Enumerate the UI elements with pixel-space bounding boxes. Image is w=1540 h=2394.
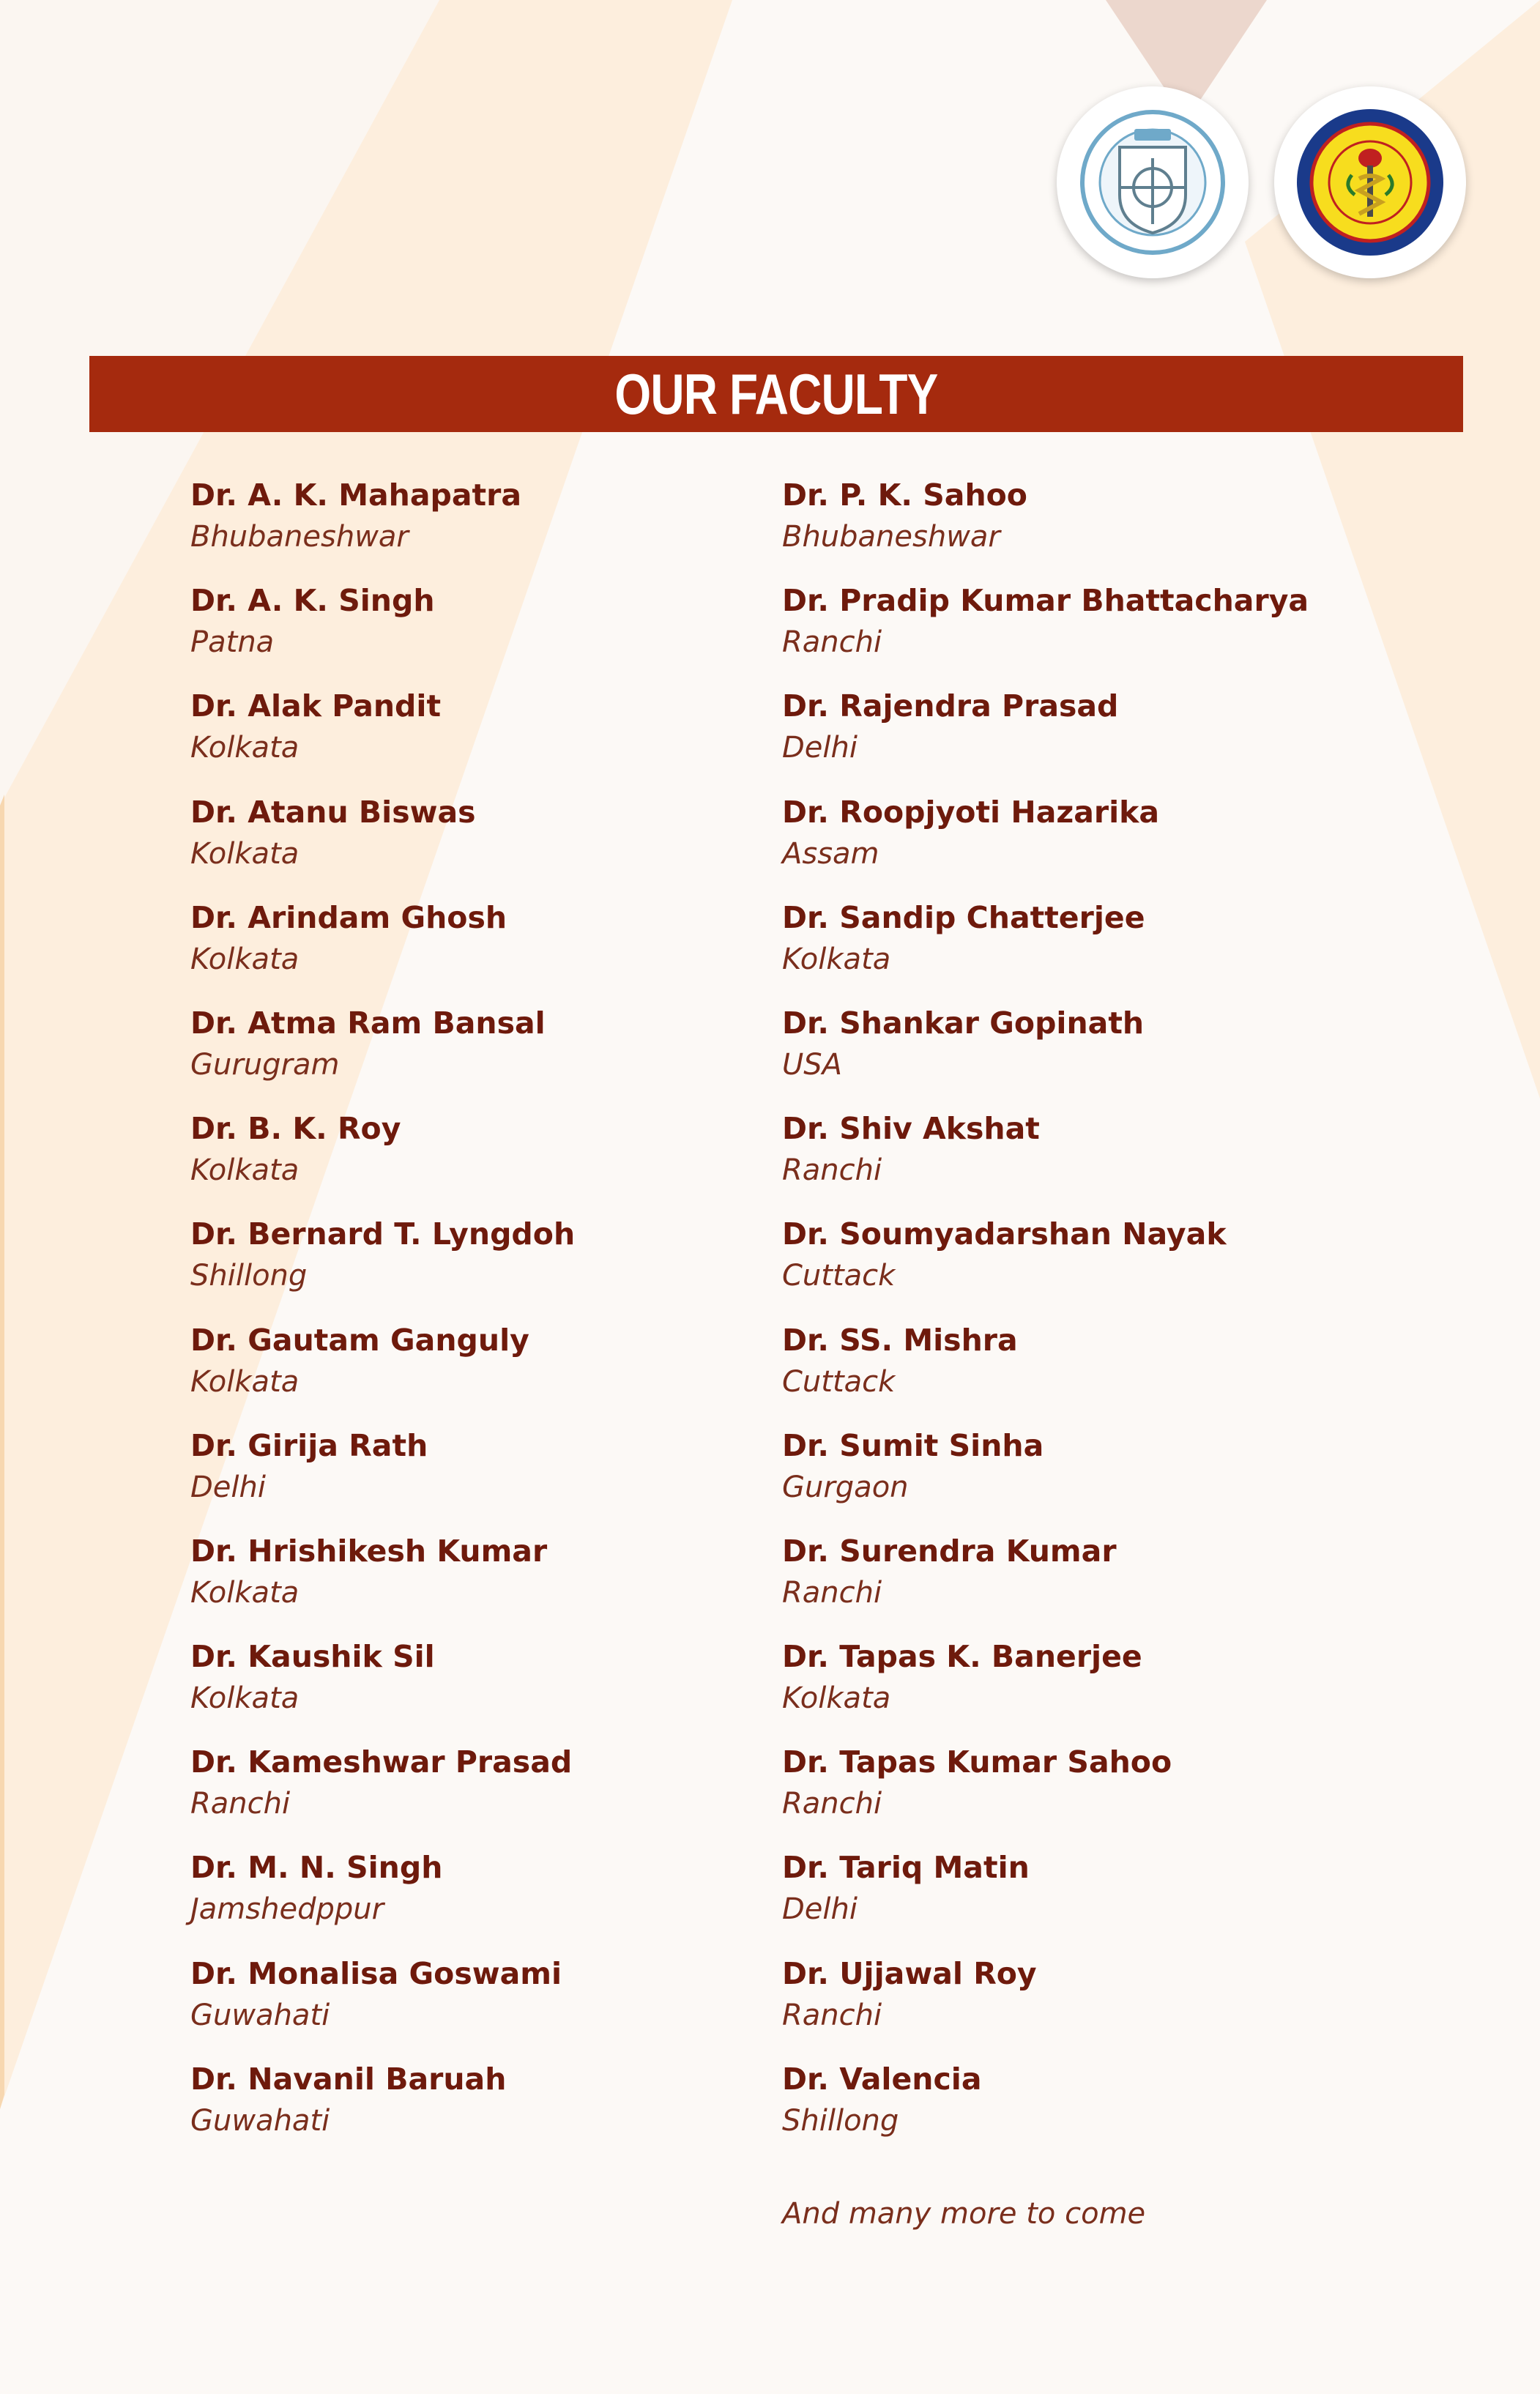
faculty-entry [190,1213,575,1319]
faculty-city: Gurgaon [782,1470,909,1504]
faculty-city: Bhubaneshwar [782,520,1000,554]
faculty-city: Bhubaneshwar [190,520,409,554]
faculty-name: Dr. Girija Rath [190,1427,428,1463]
faculty-city: Cuttack [782,1364,896,1399]
jharkhand-neuro-sciences-society-logo [1274,86,1466,278]
faculty-entry [782,1425,1309,1531]
faculty-name: Dr. Sumit Sinha [782,1427,1044,1463]
faculty-name: Dr. Valencia [782,2061,982,2097]
faculty-name: Dr. Rajendra Prasad [782,688,1119,724]
faculty-city: Delhi [190,1470,266,1504]
faculty-entry [782,792,1309,897]
faculty-name: Dr. Surendra Kumar [782,1533,1117,1569]
faculty-city: Gurugram [190,1047,340,1082]
faculty-entry [190,1636,575,1741]
faculty-name: Dr. Soumyadarshan Nayak [782,1216,1227,1252]
faculty-name: Dr. B. K. Roy [190,1111,401,1147]
faculty-city: Shillong [782,2103,899,2138]
faculty-entry [782,1320,1309,1425]
faculty-city: Delhi [782,1892,858,1927]
faculty-entry [190,897,575,1003]
faculty-city: Kolkata [190,942,300,976]
faculty-name: Dr. Tapas K. Banerjee [782,1639,1142,1675]
faculty-entry [782,2059,1309,2164]
faculty-name: Dr. Sandip Chatterjee [782,899,1145,935]
faculty-name: Dr. A. K. Mahapatra [190,477,522,513]
faculty-entry [190,1847,575,1952]
faculty-entry [782,1847,1309,1952]
faculty-city: Jamshedppur [190,1892,384,1927]
faculty-city: Kolkata [190,1364,300,1399]
faculty-city: Kolkata [782,1681,891,1716]
faculty-city: Guwahati [190,1998,330,2032]
faculty-list-left [190,475,575,2164]
faculty-entry [782,1213,1309,1319]
faculty-entry [190,1108,575,1213]
faculty-city: Cuttack [782,1259,896,1293]
faculty-city: Guwahati [190,2103,330,2138]
faculty-city: Ranchi [782,1153,882,1188]
faculty-entry [782,1636,1309,1741]
faculty-entry [190,580,575,685]
faculty-name: Dr. Atanu Biswas [190,794,476,830]
faculty-name: Dr. Atma Ram Bansal [190,1005,546,1041]
faculty-entry [782,685,1309,791]
faculty-name: Dr. Bernard T. Lyngdoh [190,1216,576,1252]
faculty-entry [190,1003,575,1108]
faculty-name: Dr. M. N. Singh [190,1850,443,1886]
faculty-entry [782,1741,1309,1847]
faculty-entry [190,475,575,580]
faculty-city: Ranchi [190,1787,291,1821]
neuro-society-emblem-icon [1293,105,1447,259]
faculty-city: Kolkata [190,1575,300,1610]
anei-logo [1057,86,1249,278]
faculty-list-right [782,475,1309,2164]
faculty-name: Dr. Tapas Kumar Sahoo [782,1744,1172,1780]
faculty-name: Dr. Gautam Ganguly [190,1322,529,1358]
faculty-name: Dr. Kaushik Sil [190,1639,435,1675]
faculty-entry [782,1108,1309,1213]
faculty-entry [190,2059,575,2164]
faculty-city: Assam [782,836,879,871]
faculty-entry [782,1531,1309,1636]
faculty-name: Dr. Kameshwar Prasad [190,1744,573,1780]
faculty-entry [190,685,575,791]
faculty-city: Ranchi [782,1575,882,1610]
faculty-name: Dr. Monalisa Goswami [190,1955,562,1991]
faculty-entry [782,1953,1309,2059]
faculty-entry [782,580,1309,685]
faculty-name: Dr. Shankar Gopinath [782,1005,1145,1041]
faculty-entry [190,1741,575,1847]
faculty-entry [190,1425,575,1531]
faculty-name: Dr. Ujjawal Roy [782,1955,1037,1991]
title-banner [89,356,1463,432]
faculty-city: Delhi [782,731,858,765]
faculty-city: Kolkata [782,942,891,976]
faculty-entry [782,475,1309,580]
faculty-entry [190,1953,575,2059]
faculty-city: Kolkata [190,1153,300,1188]
faculty-name: Dr. Arindam Ghosh [190,899,507,935]
faculty-entry [782,1003,1309,1108]
faculty-city: Ranchi [782,1787,882,1821]
faculty-entry [782,897,1309,1003]
faculty-name: Dr. Alak Pandit [190,688,442,724]
faculty-city: Ranchi [782,625,882,660]
faculty-name: Dr. Shiv Akshat [782,1111,1040,1147]
faculty-city: Kolkata [190,731,300,765]
association-emblem-icon [1077,107,1228,258]
faculty-entry [190,792,575,897]
faculty-city: Kolkata [190,1681,300,1716]
page-title: OUR FACULTY [614,361,938,426]
faculty-name: Dr. P. K. Sahoo [782,477,1027,513]
faculty-name: Dr. SS. Mishra [782,1322,1018,1358]
faculty-city: USA [782,1047,843,1082]
faculty-name: Dr. Roopjyoti Hazarika [782,794,1160,830]
faculty-city: Shillong [190,1259,308,1293]
faculty-name: Dr. A. K. Singh [190,583,435,619]
faculty-city: Patna [190,625,275,660]
faculty-city: Kolkata [190,836,300,871]
faculty-entry [190,1531,575,1636]
closing-note: And many more to come [782,2197,1146,2231]
faculty-name: Dr. Hrishikesh Kumar [190,1533,548,1569]
faculty-entry [190,1320,575,1425]
faculty-name: Dr. Tariq Matin [782,1850,1030,1886]
faculty-city: Ranchi [782,1998,882,2032]
faculty-name: Dr. Navanil Baruah [190,2061,507,2097]
faculty-name: Dr. Pradip Kumar Bhattacharya [782,583,1309,619]
